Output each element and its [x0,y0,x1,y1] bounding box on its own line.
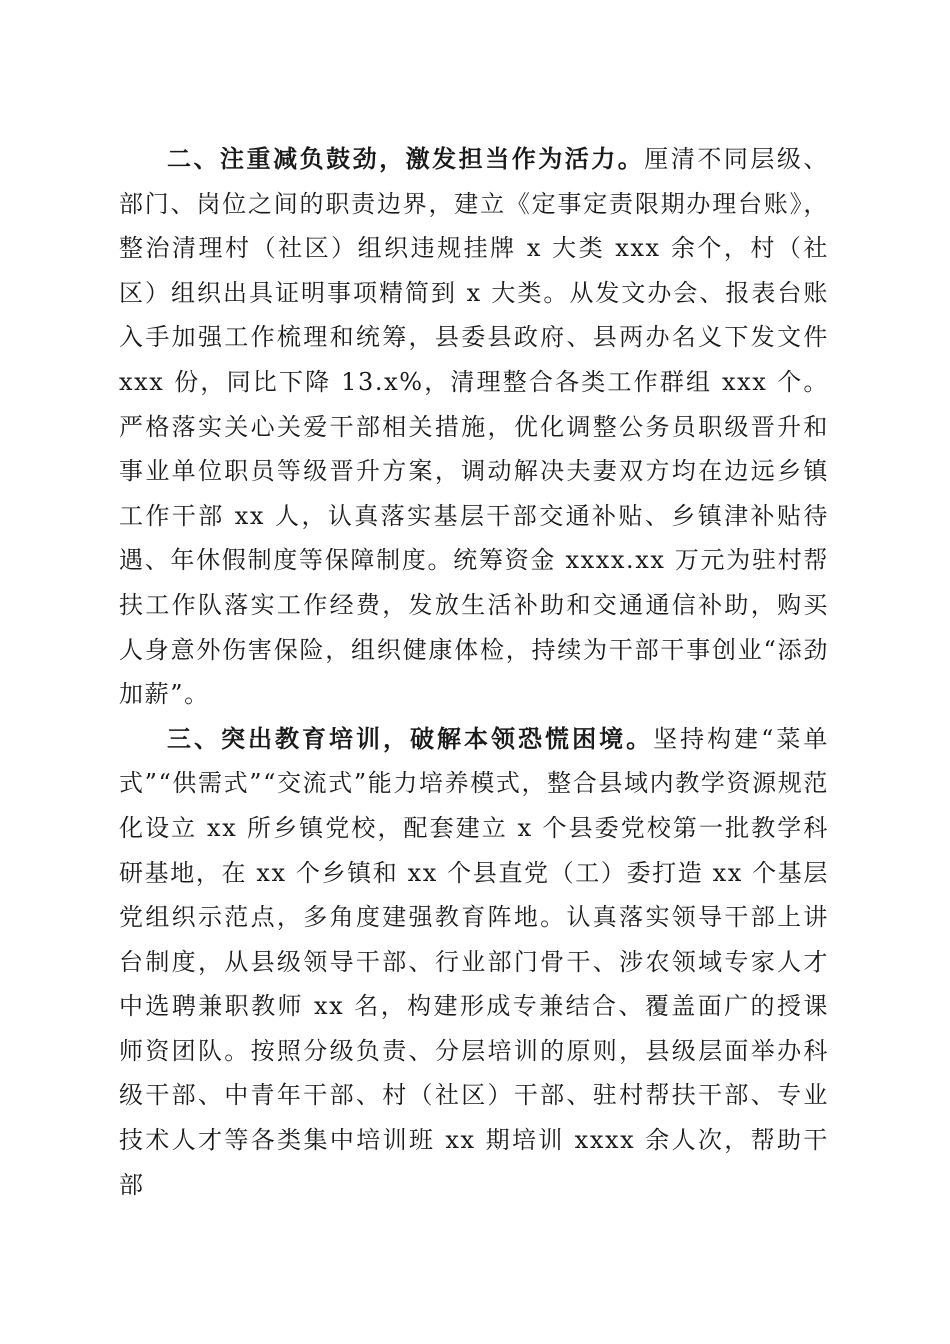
section-body-2: 厘清不同层级、部门、岗位之间的职责边界，建立《定事定责限期办理台账》，整治清理村（社区）组织违规挂牌 x 大类 xxx 余个，村（社区）组织出具证明事项精简到 x 大类。从发文办会、报表台账入手加强工作梳理和统筹，县委县政府、县两办名义下发文件 xxx 份，同比下降 13.x%，清理整合各类工作群组 xxx 个。严格落实关心关爱干部相关措施，优化调整公务员职级晋升和事业单位职员等级晋升方案，调动解决夫妻双方均在边远乡镇工作干部 xx 人，认真落实基层干部交通补贴、乡镇津补贴待遇、年休假制度等保障制度。统筹资金 xxxx.xx 万元为驻村帮扶工作队落实工作经费，发放生活补助和交通通信补助，购买人身意外伤害保险，组织健康体检，持续为干部干事创业“添劲加薪”。 [119,145,829,709]
section-heading-2: 二、注重减负鼓劲，激发担当作为活力。 [167,145,645,173]
section-paragraph-2 [119,137,829,717]
section-body-3: 坚持构建“菜单式”“供需式”“交流式”能力培养模式，整合县域内教学资源规范化设立 xx 所乡镇党校，配套建立 x 个县委党校第一批教学科研基地，在 xx 个乡镇和 xx 个县直党（工）委打造 xx 个基层党组织示范点，多角度建强教育阵地。认真落实领导干部上讲台制度，从县级领导干部、行业部门骨干、涉农领域专家人才中选聘兼职教师 xx 名，构建形成专兼结合、覆盖面广的授课师资团队。按照分级负责、分层培训的原则，县级层面举办科级干部、中青年干部、村（社区）干部、驻村帮扶干部、专业技术人才等各类集中培训班 xx 期培训 xxxx 余人次，帮助干部 [119,724,829,1199]
section-paragraph-3 [119,717,829,1208]
section-heading-3: 三、突出教育培训，破解本领恐慌困境。 [167,724,654,753]
document-body [119,137,829,1207]
